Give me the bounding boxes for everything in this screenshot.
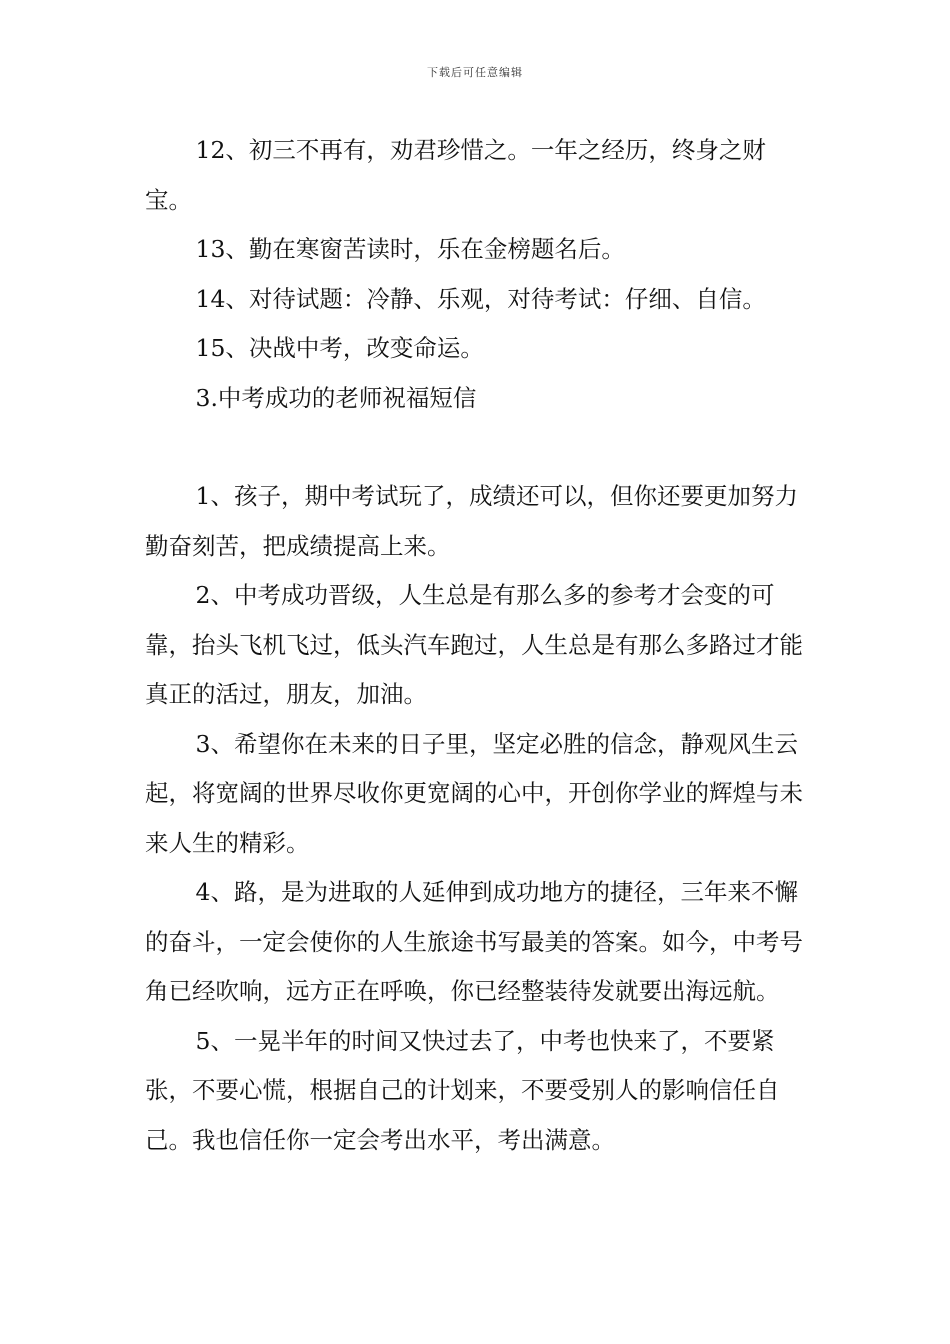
page-header: 下载后可任意编辑: [427, 66, 523, 79]
document-body: [145, 126, 810, 1165]
paragraph-item-2: 2、中考成功晋级，人生总是有那么多的参考才会变的可靠，抬头飞机飞过，低头汽车跑过，人生总是有那么多路过才能真正的活过，朋友，加油。: [145, 581, 803, 708]
paragraph-item-15: 15、决战中考，改变命运。: [195, 334, 484, 362]
paragraph-item-5: 5、一晃半年的时间又快过去了，中考也快来了，不要紧张，不要心慌，根据自己的计划来，不要受别人的影响信任自己。我也信任你一定会考出水平，考出满意。: [145, 1026, 780, 1154]
paragraph-item-13: 13、勤在寒窗苦读时，乐在金榜题名后。: [195, 235, 625, 263]
paragraph-item-3: 3、希望你在未来的日子里，坚定必胜的信念，静观风生云起，将宽阔的世界尽收你更宽阔的心中，开创你学业的辉煌与未来人生的精彩。: [145, 729, 803, 857]
paragraph-item-4: 4、路，是为进取的人延伸到成功地方的捷径，三年来不懈的奋斗，一定会使你的人生旅途书写最美的答案。如今，中考号角已经吹响，远方正在呼唤，你已经整装待发就要出海远航。: [145, 878, 803, 1005]
paragraph-item-1: 1、孩子，期中考试玩了，成绩还可以，但你还要更加努力勤奋刻苦，把成绩提高上来。: [145, 482, 798, 560]
section-heading: 3.中考成功的老师祝福短信: [195, 383, 477, 412]
paragraph-item-12: 12、初三不再有，劝君珍惜之。一年之经历，终身之财宝。: [145, 136, 766, 214]
paragraph-item-14: 14、对待试题：冷静、乐观，对待考试：仔细、自信。: [195, 284, 766, 313]
